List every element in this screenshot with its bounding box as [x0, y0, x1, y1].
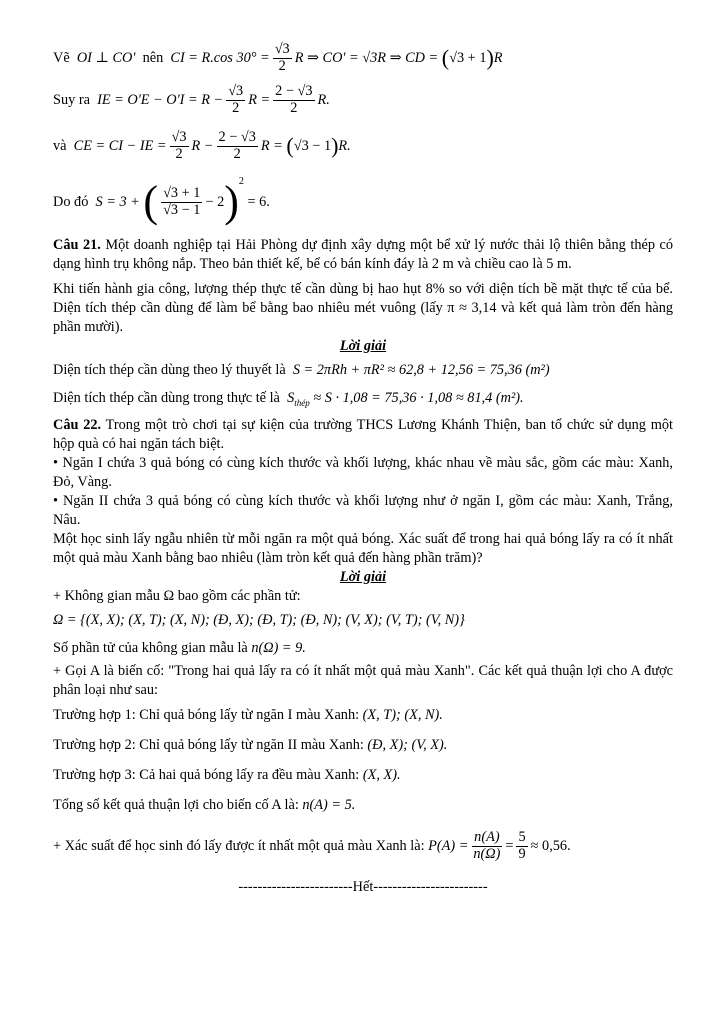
question-text: Một học sinh lấy ngẫu nhiên từ mỗi ngăn ra một quả bóng. Xác suất để trong hai quả bóng lấy ra có ít nhất một quả màu Xanh bằng bao nhiêu (làm tròn kết quả đến hàng phần trăm)? — [53, 531, 673, 566]
total: Tổng số kết quả thuận lợi cho biến cố A là: n(A) = 5. — [53, 796, 356, 813]
bullet: • Ngăn I chứa 3 quả bóng có cùng kích thước và khối lượng, khác nhau về màu sắc, gồm các màu: Xanh, Đỏ, Vàng. — [53, 455, 673, 490]
formula: R. — [317, 91, 330, 108]
formula: R − — [191, 137, 214, 154]
footer-end-marker: ------------------------Hết------------------------ — [238, 879, 488, 895]
probability-line: + Xác suất để học sinh đó lấy được ít nhất một quả màu Xanh là: P(A) = $\frac{n(A)}{n(\Omega)}$ = $\frac{5}{9}$ ≈ 0,56. — [53, 828, 571, 862]
text: nên — [142, 49, 164, 66]
text: và — [53, 137, 67, 154]
solution-line: + Gọi A là biến cố: "Trong hai quả lấy ra có ít nhất một quả màu Xanh". Các kết quả thuận lợi cho A được phân loại như sau: — [53, 663, 673, 698]
fraction: $\frac{2 - √3}{2}$ — [218, 128, 256, 162]
math-line-2 — [53, 78, 673, 122]
case-1: Trường hợp 1: Chỉ quả bóng lấy từ ngăn I màu Xanh: (X, T); (X, N). — [53, 706, 443, 723]
question-text: Câu 22. Trong một trò chơi tại sự kiện của trường THCS Lương Khánh Thiện, ban tổ chức sử dụng một hộp quà có hai ngăn tách biệt. — [53, 417, 673, 452]
fraction: $\frac{√3}{2}$ — [274, 40, 290, 74]
formula: R — [493, 49, 503, 66]
case-2: Trường hợp 2: Chỉ quả bóng lấy từ ngăn II màu Xanh: (Đ, X); (V, X). — [53, 736, 448, 753]
fraction: $\frac{2 - √3}{2}$ — [275, 82, 313, 116]
formula: − 2 — [205, 193, 225, 210]
solution-line: Số phần tử của không gian mẫu là n(Ω) = 9. — [53, 639, 306, 656]
solution-line: Diện tích thép cần dùng trong thực tế là S $_{thép}$ ≈ S · 1,08 = 75,36 · 1,08 ≈ 81,4 (m²). — [53, 389, 524, 408]
formula: R ⇒ CO' = √3R ⇒ CD = — [294, 49, 439, 66]
question-text: Khi tiến hành gia công, lượng thép thực tế cần dùng bị hao hụt 8% so với diện tích bề mặt thực tế của bể. Diện tích thép cần dùng để làm bể bằng bao nhiêu mét vuông (lấy π ≈ 3,14 và kết quả làm tròn đến hàng phần mười). — [53, 281, 673, 335]
formula: √3 − 1 — [293, 137, 332, 154]
question-text: Câu 21. Một doanh nghiệp tại Hải Phòng dự định xây dựng một bể xử lý nước thải lộ thiên bằng thép có dạng hình trụ không nắp. Theo bản thiết kế, bể có bán kính đáy là 2 m và chiều cao là 5 m. — [53, 237, 674, 272]
math-line-4: Do đó S = 3 + ( $\frac{√3 + 1}{√3 - 1}$ − 2 ) $^2$ = 6. — [53, 176, 270, 226]
formula: CE = CI − IE = — [73, 137, 167, 154]
formula: CI = R.cos 30° = — [170, 49, 270, 66]
text: Do đó — [53, 193, 89, 210]
exponent: 2 — [238, 176, 244, 187]
fraction: $\frac{√3}{2}$ — [228, 82, 244, 116]
formula: √3 + 1 — [449, 49, 487, 66]
formula: R = — [260, 137, 283, 154]
math-line-1: Vẽ OI ⊥ CO' nên CI = R.cos 30° = $\frac{√3}{2}$ R ⇒ CO' = √3R ⇒ CD = ( √3 + 1 ) R — [53, 40, 503, 74]
solution-title: Lời giải — [339, 338, 387, 354]
fraction: $\frac{√3}{2}$ — [171, 128, 187, 162]
solution-line: Diện tích thép cần dùng theo lý thuyết là S = 2πRh + πR² ≈ 62,8 + 12,56 = 75,36 (m²) — [53, 361, 550, 378]
question-21 — [53, 236, 673, 412]
case-3: Trường hợp 3: Cả hai quả bóng lấy ra đều màu Xanh: (X, X). — [53, 766, 401, 783]
formula: OI ⊥ CO' — [76, 49, 136, 66]
bullet: • Ngăn II chứa 3 quả bóng có cùng kích thước và khối lượng như ở ngăn I, gồm các màu: Xanh, Trắng, Nâu. — [53, 493, 673, 528]
formula: = 6. — [247, 193, 270, 210]
fraction: $\frac{5}{9}$ — [518, 828, 526, 862]
formula: S = 3 + — [95, 193, 140, 210]
solution-title: Lời giải — [339, 569, 387, 585]
page — [53, 38, 673, 897]
text: Suy ra — [53, 91, 90, 108]
fraction: $\frac{n(A)}{n(\Omega)}$ — [473, 828, 501, 862]
solution-line: + Không gian mẫu Ω bao gồm các phần tử: — [53, 588, 301, 604]
sample-space: Ω = {(X, X); (X, T); (X, N); (Đ, X); (Đ, T); (Đ, N); (V, X); (V, T); (V, N)} — [53, 611, 465, 628]
formula: IE = O'E − O'I = R − — [97, 91, 224, 108]
formula: R = — [248, 91, 271, 108]
fraction: $\frac{√3 + 1}{√3 - 1}$ — [163, 184, 201, 218]
text: Vẽ — [53, 49, 70, 66]
formula: R. — [338, 137, 351, 154]
question-22 — [53, 416, 673, 872]
math-line-3: và CE = CI − IE = $\frac{√3}{2}$ R − $\frac{2 - √3}{2}$ R = ( √3 − 1 ) R. — [53, 128, 351, 162]
